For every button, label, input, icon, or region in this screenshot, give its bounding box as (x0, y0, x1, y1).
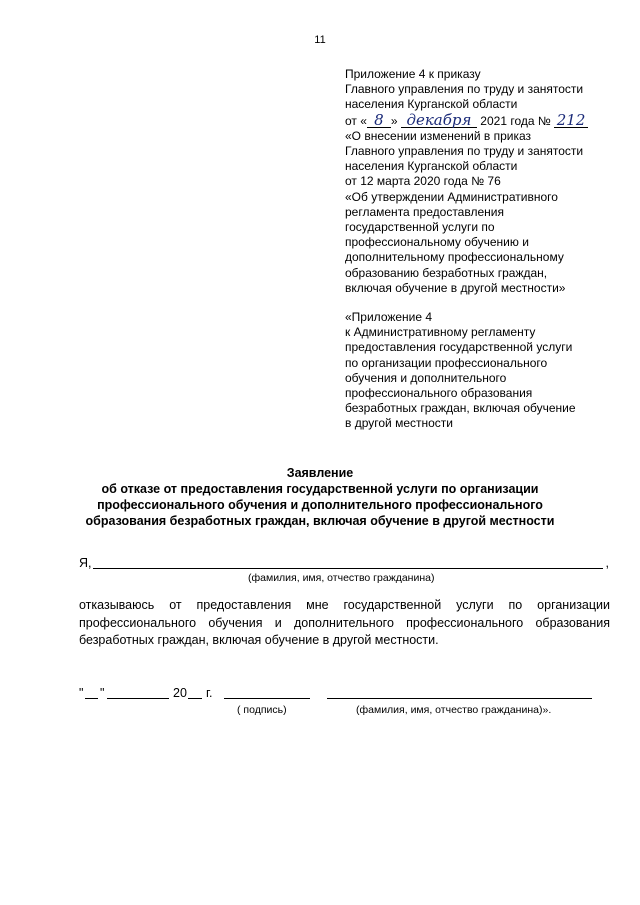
month-field[interactable] (107, 698, 169, 699)
date-prefix: от « (345, 113, 367, 128)
appendix-line: регламента предоставления (345, 204, 504, 219)
applicant-name-field[interactable] (93, 568, 603, 569)
appendix-ref-line: безработных граждан, включая обучение (345, 401, 576, 416)
page-number: 11 (314, 34, 326, 46)
year-field[interactable] (188, 698, 202, 699)
date-mid: » (390, 113, 398, 128)
appendix-ref-line: предоставления государственной услуги (345, 340, 573, 355)
appendix-line: Приложение 4 к приказу (345, 67, 481, 81)
signature-caption: ( подпись) (237, 704, 287, 716)
appendix-ref-line: «Приложение 4 (345, 310, 433, 325)
signer-name-field[interactable] (327, 698, 592, 699)
year-suffix: г. (206, 686, 213, 700)
handwritten-day: 8 (367, 113, 391, 128)
appendix-line: «Об утверждении Административного (345, 189, 558, 204)
appendix-ref-line: по организации профессионального (345, 355, 548, 370)
appendix-ref-line: к Административному регламенту (345, 325, 536, 340)
signature-row (79, 686, 610, 702)
appendix-line: от 12 марта 2020 года № 76 (345, 174, 501, 189)
appendix-line: населения Курганской области (345, 97, 518, 112)
appendix-line: Главного управления по труду и занятости (345, 82, 584, 97)
statement-text: отказываюсь от предоставления мне государственной услуги по организации профессионального обучения и дополнительного профессионального образования безработных граждан, включая обучение в другой местности. (79, 598, 610, 647)
appendix-line: «О внесении изменений в приказ (345, 128, 531, 143)
applicant-suffix: , (605, 556, 609, 570)
title-line: об отказе от предоставления государственной услуги по организации (101, 482, 539, 496)
appendix-ref-line: обучения и дополнительного (345, 370, 507, 385)
signature-field[interactable] (224, 698, 310, 699)
signer-name-caption: (фамилия, имя, отчество гражданина)». (356, 704, 552, 716)
date-year-text: 2021 года № (480, 113, 551, 128)
appendix-line: населения Курганской области (345, 159, 518, 174)
document-title (60, 465, 580, 529)
year-prefix: 20 (173, 686, 187, 700)
appendix-header (345, 67, 620, 432)
title-line: профессионального обучения и дополнительного профессионального (97, 498, 543, 512)
appendix-ref-line: в другой местности (345, 416, 453, 431)
appendix-line: образованию безработных граждан, (345, 265, 548, 280)
title-line: образования безработных граждан, включая обучение в другой местности (85, 514, 555, 528)
appendix-ref-line: профессионального образования (345, 386, 533, 401)
handwritten-order-number: 212 (554, 113, 588, 128)
quote-close: " (100, 686, 105, 700)
handwritten-month: декабря (401, 113, 477, 128)
title-main: Заявление (286, 466, 354, 480)
applicant-caption: (фамилия, имя, отчество гражданина) (248, 572, 435, 584)
appendix-line: Главного управления по труду и занятости (345, 144, 584, 159)
order-date-line (345, 110, 620, 129)
quote-open: " (79, 686, 84, 700)
appendix-line: профессиональному обучению и (345, 235, 529, 250)
appendix-line: включая обучение в другой местности» (345, 280, 566, 295)
day-field[interactable] (85, 698, 98, 699)
applicant-prefix: Я, (79, 556, 92, 570)
appendix-line: государственной услуги по (345, 220, 495, 235)
appendix-line: дополнительному профессиональному (345, 250, 564, 265)
applicant-name-row (79, 556, 609, 572)
